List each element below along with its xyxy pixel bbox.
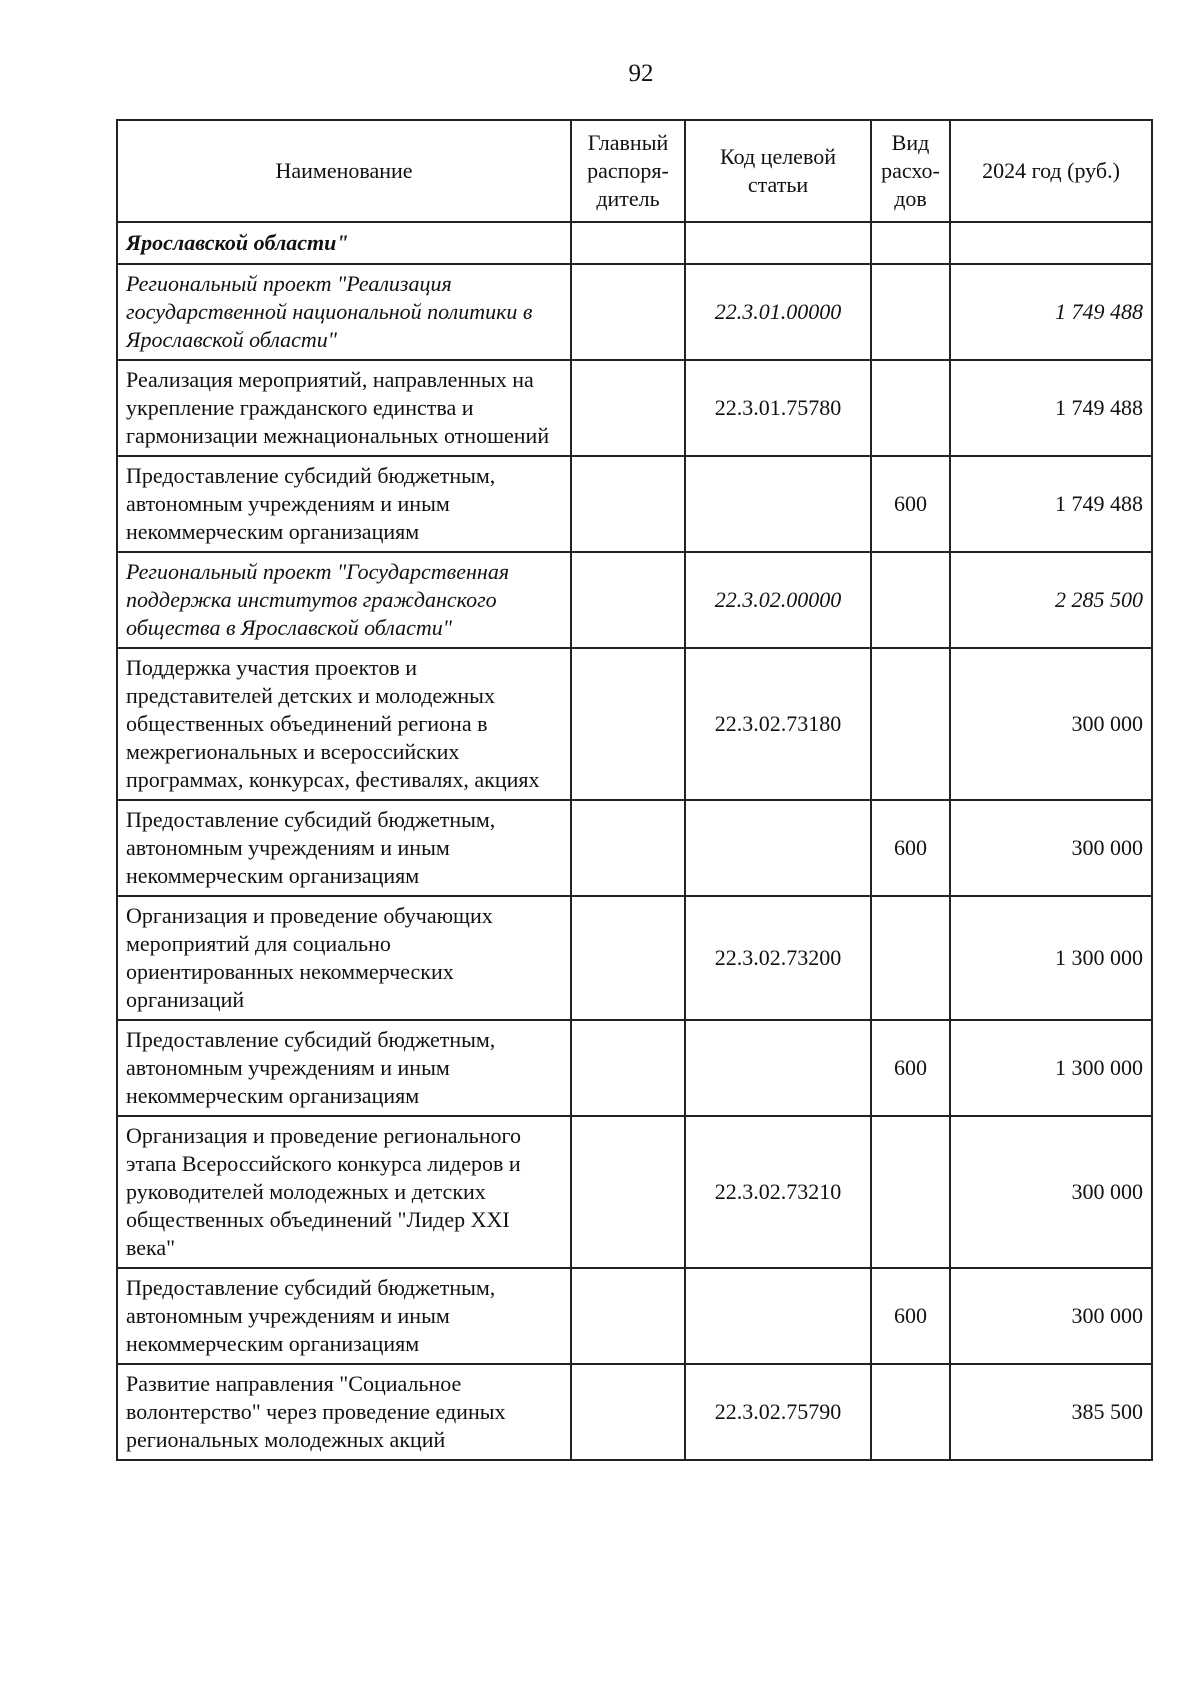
cell-target-code [685,800,871,896]
header-chief-manager: Главный распоря-дитель [571,120,685,222]
cell-chief-manager [571,896,685,1020]
cell-sum: 2 285 500 [950,552,1152,648]
cell-name: Организация и проведение регионального этапа Всероссийского конкурса лидеров и руководителей молодежных и детских общественных объединений "Лидер XXI века" [117,1116,571,1268]
cell-name: Реализация мероприятий, направленных на укрепление гражданского единства и гармонизации межнациональных отношений [117,360,571,456]
table-row [117,264,1152,360]
table-row [117,222,1152,264]
cell-target-code: 22.3.02.75790 [685,1364,871,1460]
cell-name: Предоставление субсидий бюджетным, автономным учреждениям и иным некоммерческим организациям [117,800,571,896]
cell-expense-type [871,222,950,264]
budget-table [116,119,1153,1461]
cell-expense-type: 600 [871,800,950,896]
table-header-row [117,120,1152,222]
cell-sum [950,222,1152,264]
cell-expense-type: 600 [871,1020,950,1116]
cell-sum: 1 300 000 [950,1020,1152,1116]
cell-target-code [685,1020,871,1116]
cell-name: Поддержка участия проектов и представителей детских и молодежных общественных объединений региона в межрегиональных и всероссийских программах, конкурсах, фестивалях, акциях [117,648,571,800]
cell-sum: 1 749 488 [950,360,1152,456]
header-target-code: Код целевой статьи [685,120,871,222]
cell-chief-manager [571,264,685,360]
cell-name: Развитие направления "Социальное волонтерство" через проведение единых региональных молодежных акций [117,1364,571,1460]
table-row [117,552,1152,648]
cell-chief-manager [571,552,685,648]
cell-name: Предоставление субсидий бюджетным, автономным учреждениям и иным некоммерческим организациям [117,456,571,552]
cell-name: Ярославской области" [117,222,571,264]
table-row [117,648,1152,800]
page-number: 92 [628,60,654,87]
cell-expense-type [871,264,950,360]
table-row [117,1268,1152,1364]
cell-chief-manager [571,800,685,896]
cell-chief-manager [571,222,685,264]
cell-chief-manager [571,360,685,456]
table-row [117,1020,1152,1116]
cell-target-code [685,1268,871,1364]
header-year-sum: 2024 год (руб.) [950,120,1152,222]
cell-target-code: 22.3.01.00000 [685,264,871,360]
cell-chief-manager [571,1020,685,1116]
cell-expense-type [871,1364,950,1460]
cell-chief-manager [571,456,685,552]
cell-sum: 1 749 488 [950,264,1152,360]
cell-target-code [685,222,871,264]
cell-expense-type [871,1116,950,1268]
cell-sum: 300 000 [950,648,1152,800]
cell-sum: 1 749 488 [950,456,1152,552]
cell-target-code: 22.3.02.73210 [685,1116,871,1268]
cell-sum: 1 300 000 [950,896,1152,1020]
cell-sum: 385 500 [950,1364,1152,1460]
cell-chief-manager [571,1268,685,1364]
cell-chief-manager [571,1116,685,1268]
cell-target-code [685,456,871,552]
cell-name: Организация и проведение обучающих мероприятий для социально ориентированных некоммерческих организаций [117,896,571,1020]
cell-name: Предоставление субсидий бюджетным, автономным учреждениям и иным некоммерческим организациям [117,1268,571,1364]
cell-chief-manager [571,1364,685,1460]
header-expense-type: Вид расхо-дов [871,120,950,222]
cell-sum: 300 000 [950,1116,1152,1268]
header-name: Наименование [117,120,571,222]
table-row [117,1364,1152,1460]
table-row [117,456,1152,552]
cell-chief-manager [571,648,685,800]
cell-target-code: 22.3.01.75780 [685,360,871,456]
cell-expense-type [871,552,950,648]
cell-sum: 300 000 [950,800,1152,896]
cell-expense-type [871,648,950,800]
cell-expense-type: 600 [871,456,950,552]
table-row [117,896,1152,1020]
cell-sum: 300 000 [950,1268,1152,1364]
cell-name: Региональный проект "Реализация государственной национальной политики в Ярославской области" [117,264,571,360]
cell-expense-type [871,896,950,1020]
table-row [117,1116,1152,1268]
cell-name: Региональный проект "Государственная поддержка институтов гражданского общества в Ярославской области" [117,552,571,648]
cell-expense-type [871,360,950,456]
table-row [117,360,1152,456]
cell-target-code: 22.3.02.00000 [685,552,871,648]
cell-target-code: 22.3.02.73180 [685,648,871,800]
cell-name: Предоставление субсидий бюджетным, автономным учреждениям и иным некоммерческим организациям [117,1020,571,1116]
cell-target-code: 22.3.02.73200 [685,896,871,1020]
cell-expense-type: 600 [871,1268,950,1364]
table-row [117,800,1152,896]
